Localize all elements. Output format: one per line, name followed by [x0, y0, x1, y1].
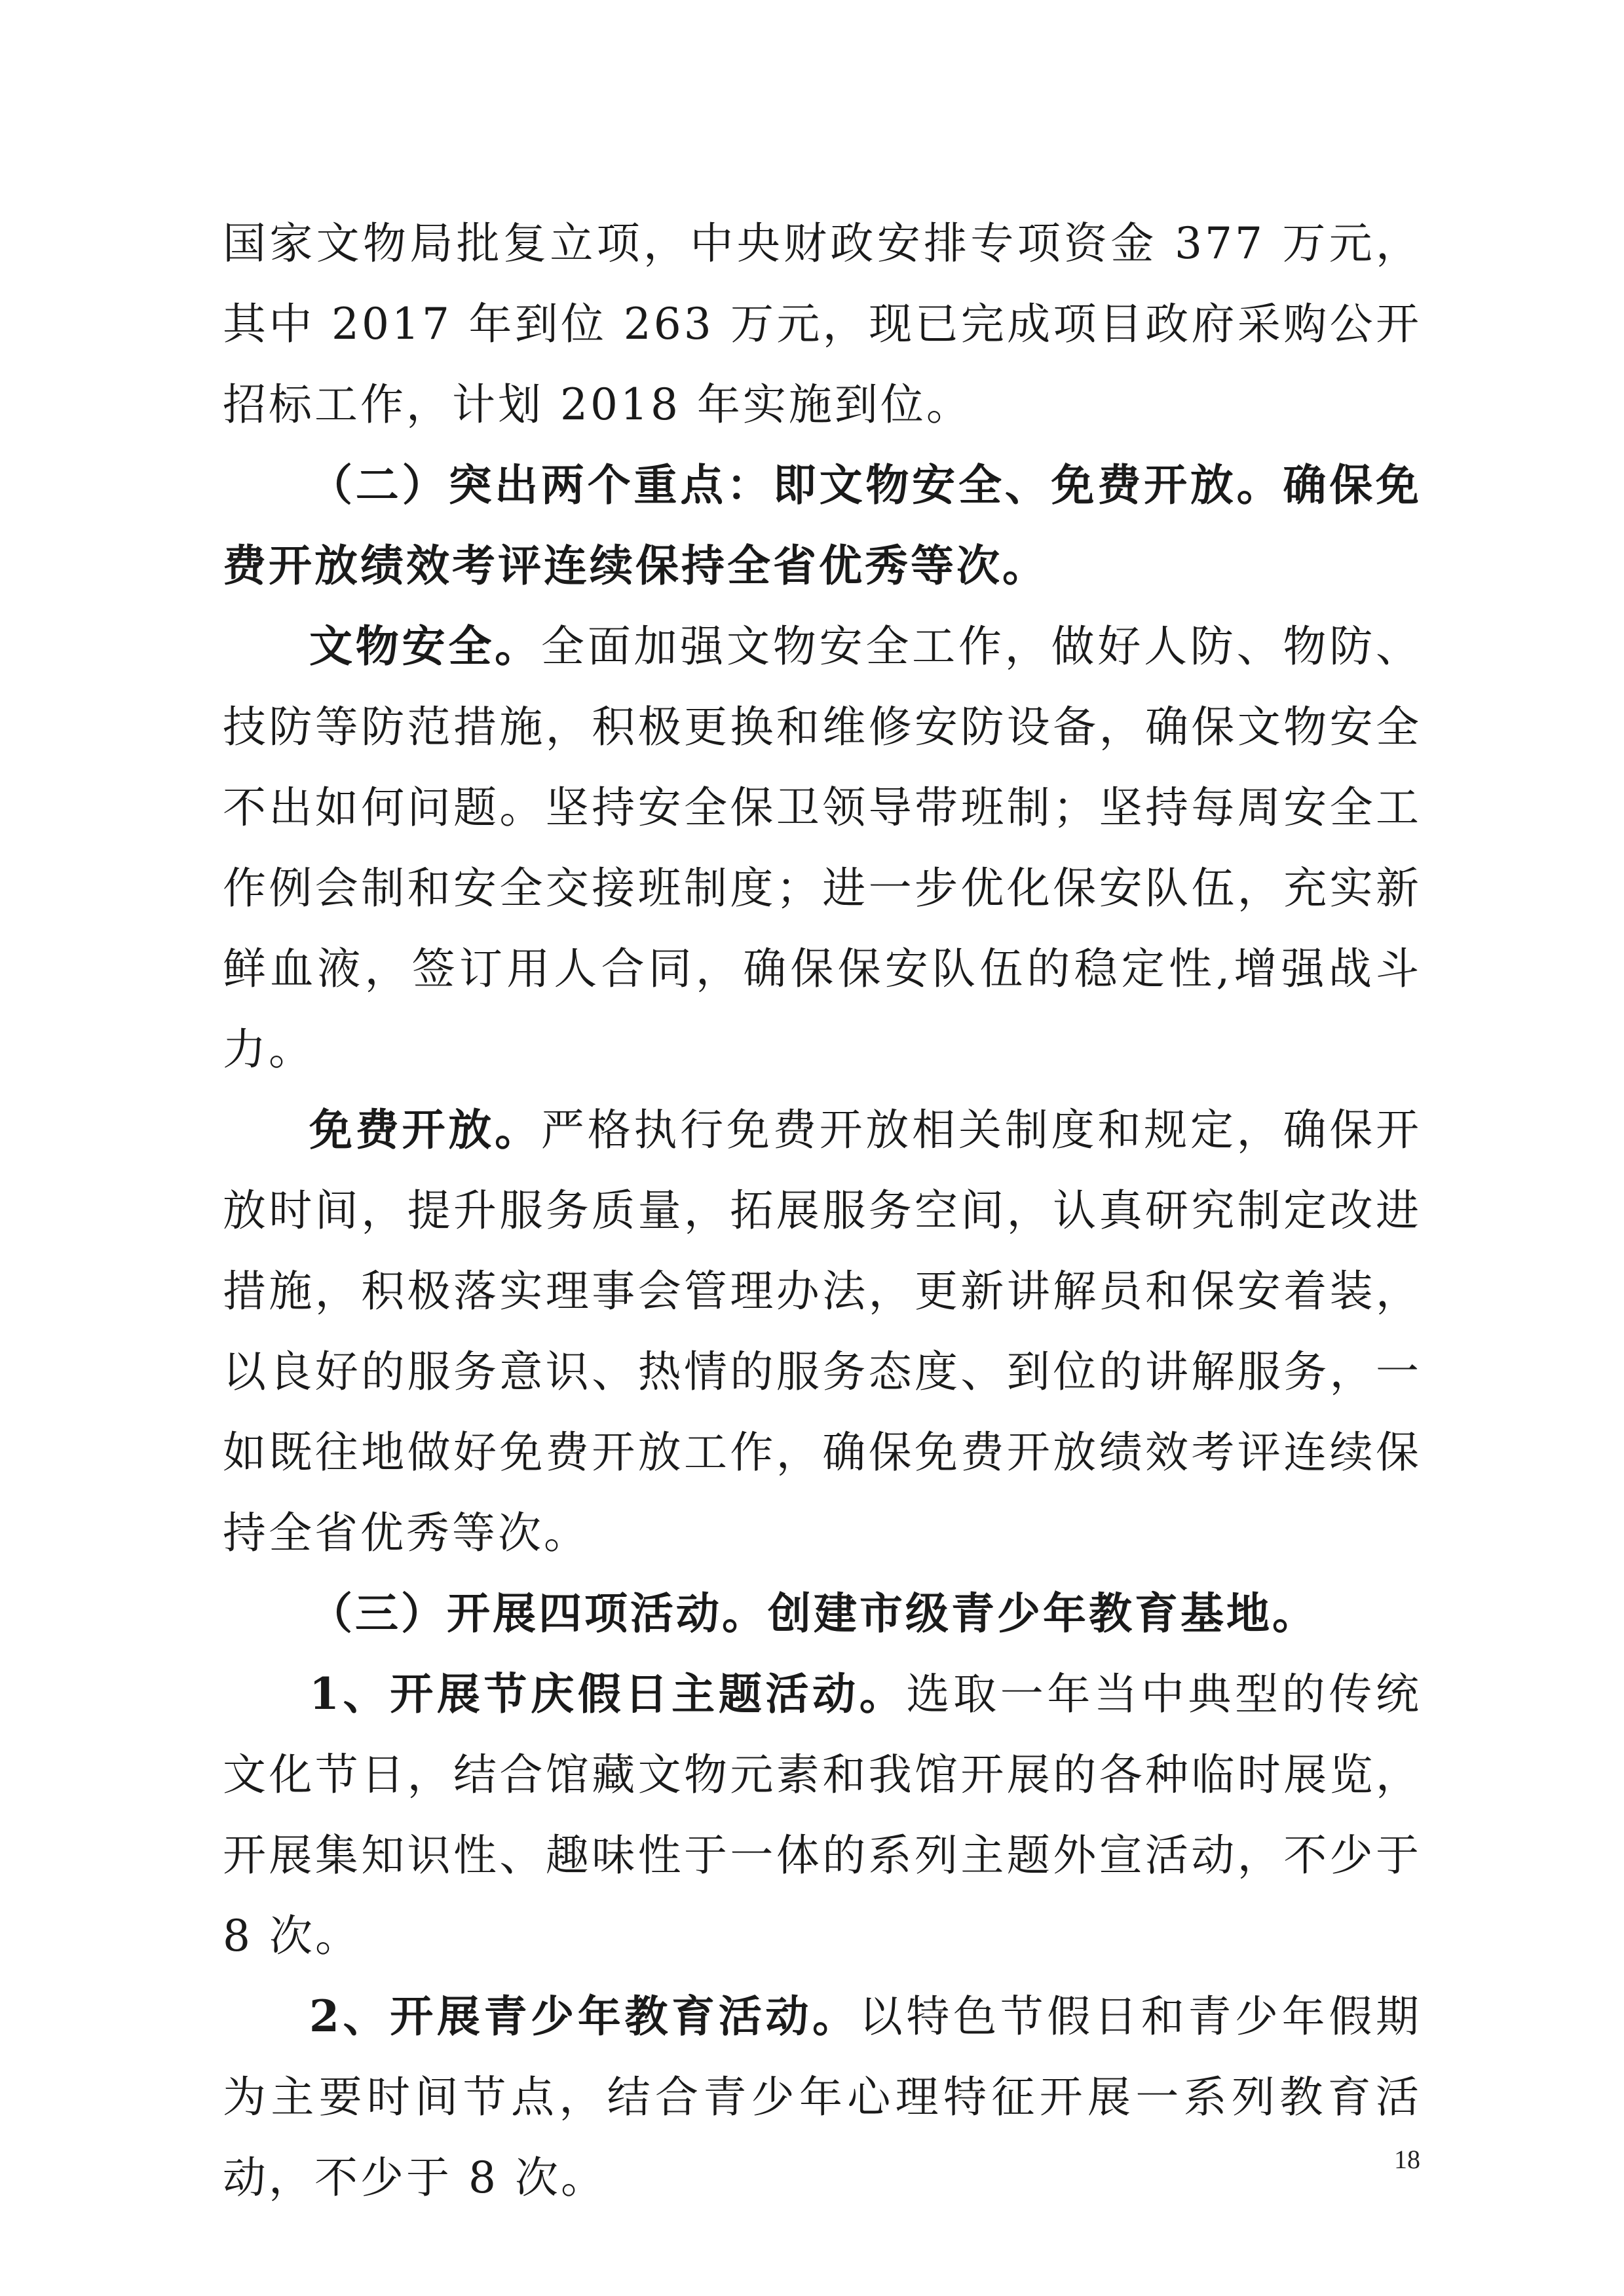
paragraph-holiday-activities: [223, 1654, 1422, 1976]
paragraph-lead: 2、开展青少年教育活动。: [309, 1991, 859, 2042]
paragraph-youth-education: [223, 1976, 1422, 2218]
paragraph-relic-safety: [223, 606, 1422, 1090]
paragraph-free-opening: [223, 1090, 1422, 1573]
section-heading-two: [223, 445, 1422, 606]
paragraph-text: 以特色节假日和青少年假期为主要时间节点，结合青少年心理特征开展一系列教育活动，不少于 8 次。: [223, 1991, 1422, 2203]
paragraph-text: 国家文物局批复立项，中央财政安排专项资金 377 万元，其中 2017 年到位 263 万元，现已完成项目政府采购公开招标工作，计划 2018 年实施到位。: [223, 218, 1422, 430]
body-text: [223, 203, 1422, 2218]
paragraph-text: 严格执行免费开放相关制度和规定，确保开放时间，提升服务质量，拓展服务空间，认真研究制定改进措施，积极落实理事会管理办法，更新讲解员和保安着装，以良好的服务意识、热情的服务态度、到位的讲解服务，一如既往地做好免费开放工作，确保免费开放绩效考评连续保持全省优秀等次。: [223, 1105, 1422, 1558]
paragraph-lead: 免费开放。: [309, 1104, 541, 1155]
paragraph-text: 选取一年当中典型的传统文化节日，结合馆藏文物元素和我馆开展的各种临时展览，开展集知识性、趣味性于一体的系列主题外宣活动，不少于 8 次。: [223, 1669, 1422, 1961]
paragraph-project-funding: [223, 203, 1422, 445]
section-heading-three: [223, 1573, 1422, 1654]
paragraph-lead: 1、开展节庆假日主题活动。: [309, 1668, 907, 1719]
page-number: 18: [1394, 2145, 1420, 2174]
paragraph-lead: 文物安全。: [309, 621, 541, 672]
heading-text: （三）开展四项活动。创建市级青少年教育基地。: [309, 1588, 1318, 1639]
paragraph-text: 全面加强文物安全工作，做好人防、物防、技防等防范措施，积极更换和维修安防设备，确保文物安全不出如何问题。坚持安全保卫领导带班制；坚持每周安全工作例会制和安全交接班制度；进一步优化保安队伍，充实新鲜血液，签订用人合同，确保保安队伍的稳定性,增强战斗力。: [223, 621, 1422, 1075]
heading-text: （二）突出两个重点：即文物安全、免费开放。确保免费开放绩效考评连续保持全省优秀等次。: [223, 459, 1422, 591]
